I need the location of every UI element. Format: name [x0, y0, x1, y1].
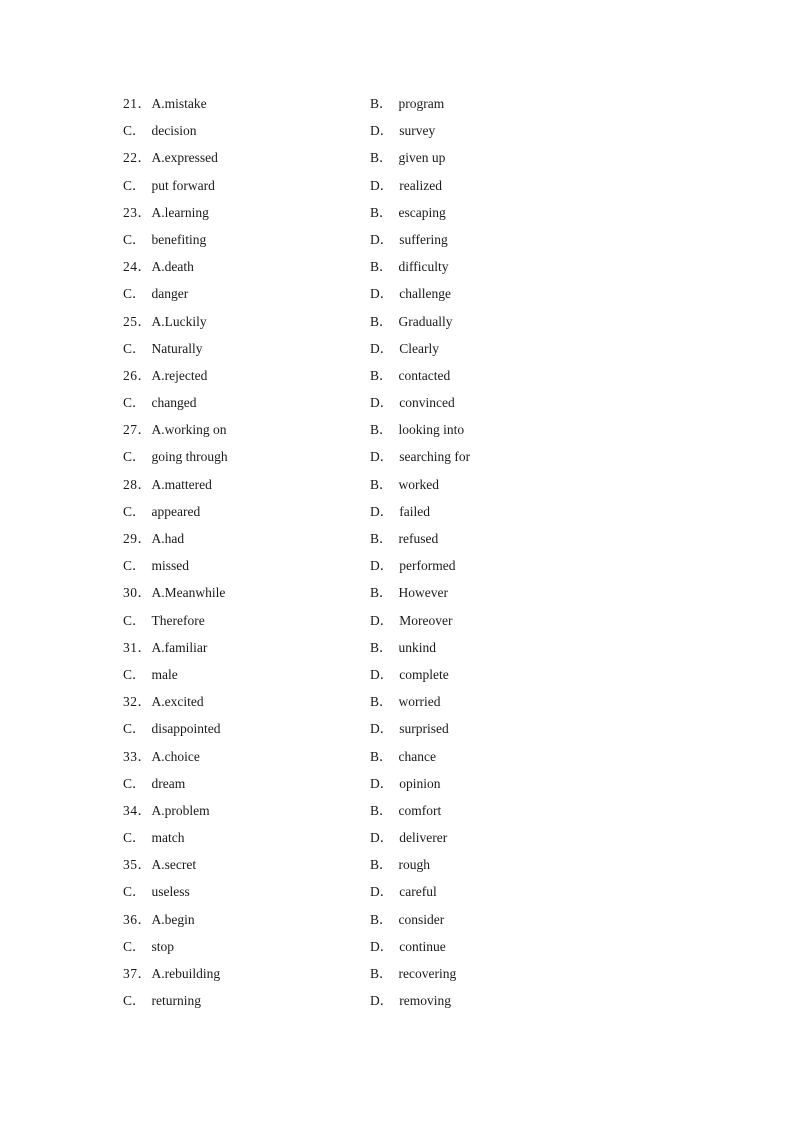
option-b-text: However: [398, 585, 448, 601]
option-b-text: worked: [398, 476, 440, 492]
option-b: [370, 801, 441, 821]
number-separator: ．: [137, 857, 151, 873]
option-d: [370, 284, 451, 304]
option-c: [123, 502, 200, 522]
option-b: [370, 203, 446, 223]
number-separator: ．: [137, 259, 151, 275]
option-b-label: B．: [370, 531, 393, 546]
option-a: [123, 638, 207, 658]
option-d-label: D．: [370, 884, 394, 900]
number-separator: ．: [137, 204, 151, 220]
option-b-label: B．: [370, 367, 393, 383]
option-b: [370, 475, 439, 495]
option-b-label: B．: [370, 476, 393, 492]
option-b-label: B．: [370, 313, 393, 329]
option-d: [370, 230, 448, 250]
question-row-ab: [123, 638, 683, 665]
option-a-text: A.mattered: [151, 476, 212, 492]
option-b-text: looking into: [398, 422, 465, 438]
option-d-text: suffering: [399, 231, 448, 247]
option-c: [123, 719, 221, 739]
question-row-ab: [123, 420, 683, 447]
option-d-label: D．: [370, 775, 394, 791]
option-b-text: difficulty: [398, 259, 449, 275]
option-d: [370, 121, 435, 141]
option-d-text: deliverer: [399, 830, 448, 846]
question-number: 34: [123, 802, 138, 818]
number-separator: ．: [137, 748, 151, 764]
option-a-text: A.working on: [151, 422, 227, 438]
option-a-text: A.learning: [151, 204, 209, 220]
option-a: [123, 94, 207, 114]
question-row-ab: [123, 366, 683, 393]
option-a: [123, 910, 195, 930]
question-row-ab: [123, 312, 683, 339]
option-c: [123, 393, 197, 413]
question-row-ab: [123, 529, 683, 556]
option-c-text: missed: [151, 558, 190, 574]
question-number: 28: [123, 476, 138, 492]
option-b-label: B．: [370, 966, 393, 981]
option-b: [370, 747, 436, 767]
option-c-label: C．: [123, 666, 146, 682]
option-a: [123, 964, 220, 984]
option-d: [370, 556, 455, 576]
option-c-label: C．: [123, 830, 146, 846]
question-row-cd: [123, 937, 683, 964]
option-c-label: C．: [123, 395, 146, 411]
question-number: 32: [123, 694, 138, 710]
number-separator: ．: [137, 150, 151, 166]
question-row-ab: [123, 801, 683, 828]
option-a: [123, 420, 227, 440]
option-c-text: Naturally: [151, 340, 203, 356]
option-b-text: refused: [398, 531, 439, 546]
number-separator: ．: [137, 313, 151, 329]
option-a: [123, 312, 207, 332]
option-d-label: D．: [370, 177, 394, 193]
option-a: [123, 203, 209, 223]
option-b-label: B．: [370, 204, 393, 220]
option-a-text: A.Meanwhile: [151, 585, 226, 601]
option-a-text: A.rebuilding: [151, 966, 221, 981]
option-c-text: stop: [151, 938, 175, 954]
option-b-label: B．: [370, 694, 393, 710]
question-number: 24: [123, 259, 138, 275]
option-b-text: escaping: [398, 204, 446, 220]
option-c-text: disappointed: [151, 721, 221, 737]
option-d-label: D．: [370, 231, 394, 247]
number-separator: ．: [137, 476, 151, 492]
option-a-text: A.mistake: [151, 96, 207, 111]
question-row-cd: [123, 447, 683, 474]
question-row-ab: [123, 583, 683, 610]
question-number: 30: [123, 585, 138, 601]
option-c-label: C．: [123, 612, 146, 628]
option-b-text: worried: [398, 694, 441, 710]
option-d-label: D．: [370, 395, 394, 411]
option-c: [123, 556, 189, 576]
option-c: [123, 828, 185, 848]
option-b: [370, 855, 430, 875]
option-b-text: recovering: [398, 966, 457, 981]
number-separator: ．: [137, 639, 151, 655]
option-d-label: D．: [370, 721, 394, 737]
option-c-label: C．: [123, 123, 146, 139]
option-a: [123, 148, 218, 168]
option-c: [123, 991, 201, 1011]
number-separator: ．: [137, 694, 151, 710]
option-b-label: B．: [370, 802, 393, 818]
option-c: [123, 882, 190, 902]
option-b-text: contacted: [398, 367, 451, 383]
option-d-text: survey: [399, 123, 436, 139]
option-b-text: chance: [398, 748, 436, 764]
option-c-text: male: [151, 666, 178, 682]
number-separator: ．: [137, 422, 151, 438]
option-b: [370, 583, 448, 603]
option-d-text: continue: [399, 938, 446, 954]
option-d: [370, 611, 452, 631]
option-d-text: searching for: [399, 449, 471, 465]
option-a-text: A.rejected: [151, 367, 208, 383]
option-a: [123, 257, 194, 277]
question-row-cd: [123, 284, 683, 311]
question-row-cd: [123, 393, 683, 420]
option-d-text: surprised: [399, 721, 449, 737]
option-b: [370, 420, 464, 440]
option-a-text: A.problem: [151, 802, 210, 818]
question-row-cd: [123, 556, 683, 583]
option-c: [123, 774, 185, 794]
question-number: 23: [123, 204, 138, 220]
number-separator: ．: [137, 585, 151, 601]
option-c-label: C．: [123, 558, 146, 574]
option-a: [123, 366, 207, 386]
option-d-text: opinion: [399, 775, 441, 791]
question-row-cd: [123, 828, 683, 855]
option-b-label: B．: [370, 639, 393, 655]
question-row-cd: [123, 502, 683, 529]
question-number: 26: [123, 367, 138, 383]
question-row-ab: [123, 855, 683, 882]
number-separator: ．: [137, 531, 151, 546]
option-c-label: C．: [123, 721, 146, 737]
option-b-text: program: [398, 96, 445, 111]
option-d: [370, 774, 441, 794]
option-b-text: comfort: [398, 802, 442, 818]
option-c-label: C．: [123, 884, 146, 900]
question-row-ab: [123, 910, 683, 937]
option-d-text: Clearly: [399, 340, 439, 356]
question-row-cd: [123, 121, 683, 148]
question-row-cd: [123, 339, 683, 366]
question-row-ab: [123, 203, 683, 230]
option-c: [123, 665, 178, 685]
question-row-cd: [123, 611, 683, 638]
option-b: [370, 257, 449, 277]
option-a-text: A.had: [151, 531, 185, 546]
question-list: [123, 94, 683, 1018]
option-b: [370, 94, 444, 114]
option-b-label: B．: [370, 96, 393, 111]
option-a: [123, 583, 225, 603]
option-a-text: A.begin: [151, 911, 195, 927]
option-b-label: B．: [370, 422, 393, 438]
option-d: [370, 339, 439, 359]
number-separator: ．: [137, 96, 151, 111]
option-c: [123, 230, 206, 250]
option-d-text: performed: [399, 558, 456, 574]
option-d: [370, 176, 442, 196]
option-c-text: decision: [151, 123, 197, 139]
option-d-label: D．: [370, 830, 394, 846]
option-c-label: C．: [123, 993, 146, 1009]
option-c-text: put forward: [151, 177, 215, 193]
question-row-cd: [123, 882, 683, 909]
question-number: 35: [123, 857, 138, 873]
option-a-text: A.expressed: [151, 150, 218, 166]
option-b-label: B．: [370, 585, 393, 601]
option-d-text: Moreover: [399, 612, 453, 628]
option-d-label: D．: [370, 612, 394, 628]
option-d-label: D．: [370, 123, 394, 139]
option-d-label: D．: [370, 993, 394, 1009]
question-row-cd: [123, 991, 683, 1018]
option-d-text: careful: [399, 884, 437, 900]
option-c-text: benefiting: [151, 231, 207, 247]
option-d: [370, 828, 447, 848]
option-d: [370, 393, 455, 413]
option-b-text: unkind: [398, 639, 437, 655]
option-a-text: A.Luckily: [151, 313, 207, 329]
question-number: 27: [123, 422, 138, 438]
option-c-text: appeared: [151, 503, 201, 519]
option-d-text: failed: [399, 503, 430, 519]
option-c-label: C．: [123, 449, 146, 465]
option-a-text: A.choice: [151, 748, 200, 764]
option-c-text: returning: [151, 993, 202, 1009]
question-row-ab: [123, 475, 683, 502]
option-c-text: going through: [151, 449, 228, 465]
option-b: [370, 366, 450, 386]
option-c-text: danger: [151, 286, 189, 302]
option-d-text: complete: [399, 666, 449, 682]
option-a: [123, 747, 200, 767]
option-c-label: C．: [123, 231, 146, 247]
question-row-ab: [123, 747, 683, 774]
option-b-label: B．: [370, 857, 393, 873]
option-b-label: B．: [370, 150, 393, 166]
question-row-ab: [123, 692, 683, 719]
option-b: [370, 529, 438, 549]
option-c: [123, 339, 203, 359]
option-a-text: A.death: [151, 259, 194, 275]
option-b-label: B．: [370, 911, 393, 927]
option-c: [123, 176, 215, 196]
option-c-label: C．: [123, 286, 146, 302]
option-a: [123, 475, 212, 495]
option-d: [370, 719, 449, 739]
option-d-label: D．: [370, 449, 394, 465]
option-c-text: dream: [151, 775, 186, 791]
option-c: [123, 937, 174, 957]
number-separator: ．: [137, 802, 151, 818]
option-b-text: given up: [398, 150, 446, 166]
option-d-label: D．: [370, 938, 394, 954]
option-d-text: realized: [399, 177, 442, 193]
option-c: [123, 447, 228, 467]
option-b: [370, 312, 453, 332]
option-d-label: D．: [370, 558, 394, 574]
option-d-text: challenge: [399, 286, 451, 302]
option-a-text: A.familiar: [151, 639, 208, 655]
option-a: [123, 529, 184, 549]
option-a: [123, 801, 210, 821]
option-b-label: B．: [370, 748, 393, 764]
option-d: [370, 991, 451, 1011]
option-b-label: B．: [370, 259, 393, 275]
option-c-text: changed: [151, 395, 197, 411]
question-number: 33: [123, 748, 138, 764]
question-row-ab: [123, 94, 683, 121]
question-row-cd: [123, 719, 683, 746]
option-a-text: A.secret: [151, 857, 197, 873]
option-c-label: C．: [123, 503, 146, 519]
question-number: 36: [123, 911, 138, 927]
question-row-ab: [123, 964, 683, 991]
option-d: [370, 447, 470, 467]
option-b: [370, 910, 444, 930]
question-number: 21: [123, 96, 138, 111]
question-row-cd: [123, 230, 683, 257]
option-c-text: Therefore: [151, 612, 205, 628]
option-d: [370, 937, 446, 957]
question-row-cd: [123, 665, 683, 692]
option-c-label: C．: [123, 938, 146, 954]
number-separator: ．: [137, 966, 151, 981]
option-b: [370, 692, 441, 712]
option-b-text: consider: [398, 911, 445, 927]
question-row-cd: [123, 176, 683, 203]
option-c-text: match: [151, 830, 185, 846]
option-b-text: rough: [398, 857, 431, 873]
option-c-label: C．: [123, 340, 146, 356]
option-c-label: C．: [123, 775, 146, 791]
option-a: [123, 692, 204, 712]
option-d-label: D．: [370, 286, 394, 302]
option-c: [123, 611, 205, 631]
option-d-label: D．: [370, 340, 394, 356]
question-row-cd: [123, 774, 683, 801]
option-a: [123, 855, 196, 875]
option-b: [370, 148, 445, 168]
option-c: [123, 284, 188, 304]
question-number: 29: [123, 531, 138, 546]
option-c-text: useless: [151, 884, 190, 900]
question-number: 22: [123, 150, 138, 166]
option-d-label: D．: [370, 666, 394, 682]
option-d-label: D．: [370, 503, 394, 519]
option-d: [370, 502, 430, 522]
question-row-ab: [123, 257, 683, 284]
option-b-text: Gradually: [398, 313, 453, 329]
option-c: [123, 121, 197, 141]
number-separator: ．: [137, 911, 151, 927]
option-b: [370, 964, 456, 984]
option-d: [370, 665, 449, 685]
option-d-text: convinced: [399, 395, 455, 411]
option-a-text: A.excited: [151, 694, 204, 710]
option-d-text: removing: [399, 993, 451, 1009]
option-d: [370, 882, 437, 902]
question-number: 31: [123, 639, 138, 655]
question-number: 37: [123, 966, 138, 981]
question-row-ab: [123, 148, 683, 175]
question-number: 25: [123, 313, 138, 329]
option-b: [370, 638, 436, 658]
number-separator: ．: [137, 367, 151, 383]
option-c-label: C．: [123, 177, 146, 193]
